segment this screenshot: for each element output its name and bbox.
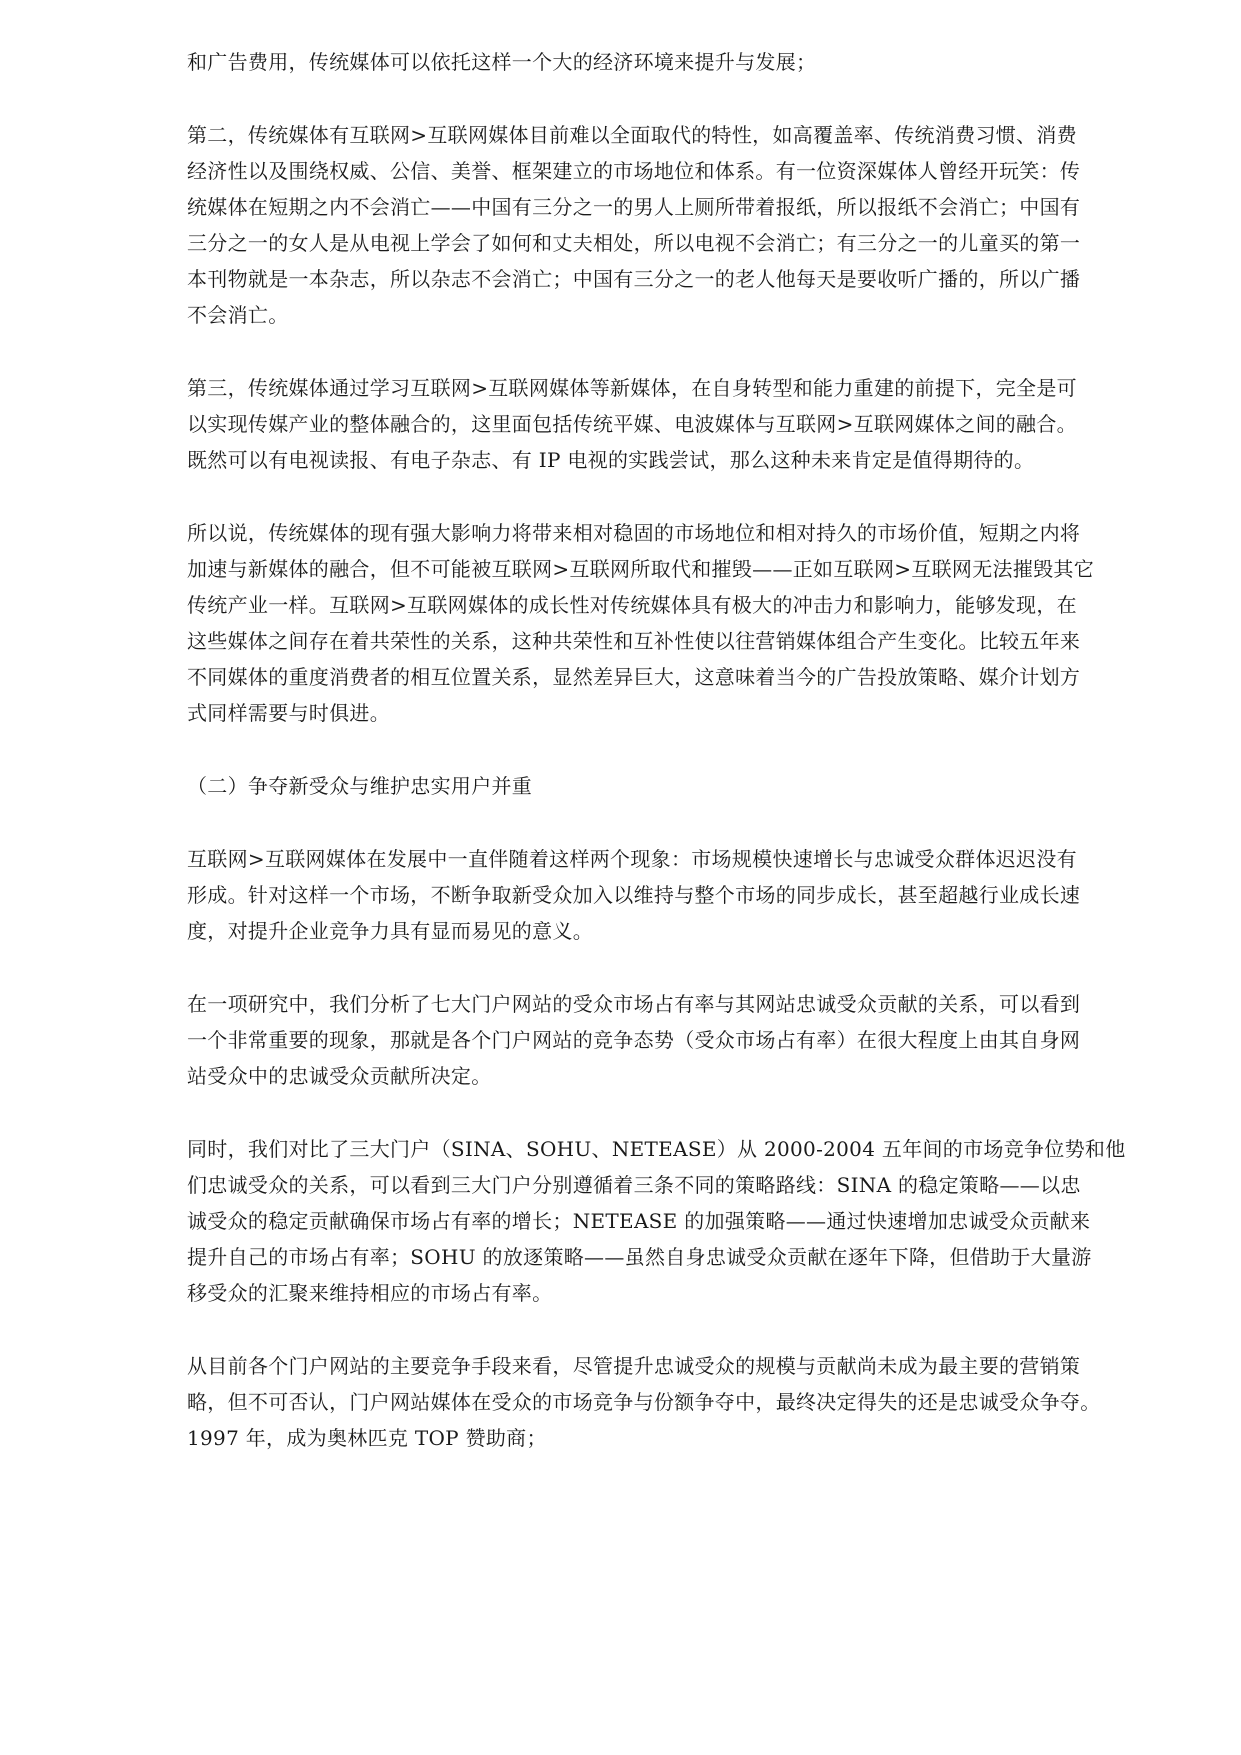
text-line: 和广告费用，传统媒体可以依托这样一个大的经济环境来提升与发展； [187, 50, 817, 74]
paragraph [187, 841, 1137, 949]
text-line: 既然可以有电视读报、有电子杂志、有 IP 电视的实践尝试，那么这种未来肯定是值得期待的。 [187, 448, 1035, 472]
text-line: 互联网>互联网媒体在发展中一直伴随着这样两个现象：市场规模快速增长与忠诚受众群体迟迟没有 [187, 847, 1077, 871]
text-line: （二）争夺新受众与维护忠实用户并重 [187, 774, 533, 798]
text-line: 所以说，传统媒体的现有强大影响力将带来相对稳固的市场地位和相对持久的市场价值，短期之内将 [187, 521, 1081, 545]
text-line: 第二，传统媒体有互联网>互联网媒体目前难以全面取代的特性，如高覆盖率、传统消费习惯、消费 [187, 123, 1077, 147]
paragraph [187, 117, 1137, 333]
text-line: 度，对提升企业竞争力具有显而易见的意义。 [187, 919, 593, 943]
text-line: 从目前各个门户网站的主要竞争手段来看，尽管提升忠诚受众的规模与贡献尚未成为最主要的营销策 [187, 1354, 1081, 1378]
text-line: 不同媒体的重度消费者的相互位置关系，显然差异巨大，这意味着当今的广告投放策略、媒介计划方 [187, 665, 1081, 689]
section-heading [187, 768, 1137, 804]
paragraph [187, 370, 1137, 478]
text-line: 提升自己的市场占有率；SOHU 的放逐策略——虽然自身忠诚受众贡献在逐年下降，但借助于大量游 [187, 1245, 1092, 1269]
text-line: 经济性以及围绕权威、公信、美誉、框架建立的市场地位和体系。有一位资深媒体人曾经开玩笑：传 [187, 159, 1081, 183]
text-line: 略，但不可否认，门户网站媒体在受众的市场竞争与份额争夺中，最终决定得失的还是忠诚受众争夺。 [187, 1390, 1101, 1414]
text-line: 加速与新媒体的融合，但不可能被互联网>互联网所取代和摧毁——正如互联网>互联网无法摧毁其它 [187, 557, 1095, 581]
text-line: 一个非常重要的现象，那就是各个门户网站的竞争态势（受众市场占有率）在很大程度上由其自身网 [187, 1028, 1081, 1052]
paragraph [187, 515, 1137, 731]
text-line: 同时，我们对比了三大门户（SINA、SOHU、NETEASE）从 2000-2004 五年间的市场竞争位势和他 [187, 1137, 1126, 1161]
paragraph [187, 1131, 1137, 1311]
text-line: 诚受众的稳定贡献确保市场占有率的增长；NETEASE 的加强策略——通过快速增加忠诚受众贡献来 [187, 1209, 1091, 1233]
paragraph [187, 44, 1137, 80]
document-body [187, 44, 1137, 1493]
text-line: 传统产业一样。互联网>互联网媒体的成长性对传统媒体具有极大的冲击力和影响力，能够发现，在 [187, 593, 1077, 617]
text-line: 这些媒体之间存在着共荣性的关系，这种共荣性和互补性使以往营销媒体组合产生变化。比较五年来 [187, 629, 1081, 653]
text-line: 形成。针对这样一个市场，不断争取新受众加入以维持与整个市场的同步成长，甚至超越行业成长速 [187, 883, 1081, 907]
paragraph [187, 986, 1137, 1094]
text-line: 第三，传统媒体通过学习互联网>互联网媒体等新媒体，在自身转型和能力重建的前提下，完全是可 [187, 376, 1077, 400]
text-line: 们忠诚受众的关系，可以看到三大门户分别遵循着三条不同的策略路线：SINA 的稳定策略——以忠 [187, 1173, 1081, 1197]
text-line: 移受众的汇聚来维持相应的市场占有率。 [187, 1281, 553, 1305]
text-line: 三分之一的女人是从电视上学会了如何和丈夫相处，所以电视不会消亡；有三分之一的儿童买的第一 [187, 231, 1081, 255]
text-line: 统媒体在短期之内不会消亡——中国有三分之一的男人上厕所带着报纸，所以报纸不会消亡；中国有 [187, 195, 1081, 219]
text-line: 本刊物就是一本杂志，所以杂志不会消亡；中国有三分之一的老人他每天是要收听广播的，所以广播 [187, 267, 1081, 291]
text-line: 在一项研究中，我们分析了七大门户网站的受众市场占有率与其网站忠诚受众贡献的关系，可以看到 [187, 992, 1081, 1016]
text-line: 1997 年，成为奥林匹克 TOP 赞助商； [187, 1426, 547, 1450]
text-line: 站受众中的忠诚受众贡献所决定。 [187, 1064, 492, 1088]
paragraph [187, 1348, 1137, 1456]
text-line: 式同样需要与时俱进。 [187, 701, 390, 725]
text-line: 不会消亡。 [187, 303, 289, 327]
text-line: 以实现传媒产业的整体融合的，这里面包括传统平媒、电波媒体与互联网>互联网媒体之间的融合。 [187, 412, 1077, 436]
